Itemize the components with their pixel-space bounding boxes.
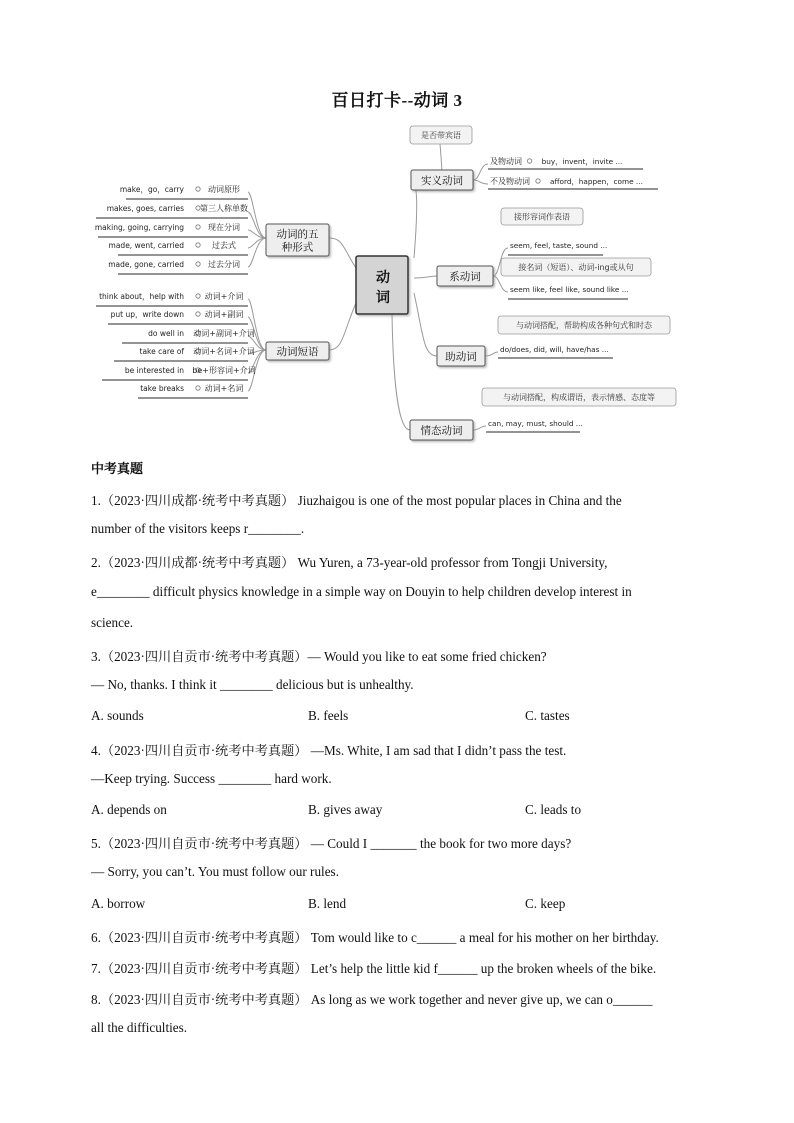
bullet-icon [196,262,200,266]
section-heading: 中考真题 [91,462,144,477]
right-group-node-3-label: 助动词 [445,351,477,363]
right-group-note-label: 与动词搭配，帮助构成各种句式和时态 [516,321,652,330]
bullet-icon [527,159,531,163]
right-group-note [410,126,472,144]
left-item-form: 过去式 [212,241,236,250]
left-group-node-2-label: 动词短语 [276,346,319,358]
question-5-option[interactable]: C. keep [525,895,566,911]
question-2-line: e________ difficult physics knowledge in a simple way on Douyin to help children develop interest in [91,583,632,599]
right-group-note-label: 接形容词作表语 [514,212,570,222]
right-group-note-label: 接名词（短语）、动词-ing或从句 [518,263,634,272]
right-group-node-2 [437,266,493,286]
left-item-example: take breaks [140,384,184,393]
center-node [356,256,408,314]
question-2-line: science. [91,614,134,630]
right-item-example: seem like, feel like, sound like ... [510,285,629,294]
left-item-example: put up，write down [110,310,184,319]
bullet-icon [536,179,540,183]
left-item-form: 动词+介词 [204,292,244,301]
center-node-label-line2: 词 [376,290,390,306]
question-5-option[interactable]: A. borrow [91,895,146,911]
left-item-form: be+形容词+介词 [192,366,256,375]
left-item-example: make，go，carry [119,185,184,194]
page-title: 百日打卡--动词 3 [331,91,463,110]
question-1-line: 1.（2023·四川成都·统考中考真题） Jiuzhaigou is one of the most popular places in China and the [91,493,622,508]
right-group-note-label: 与动词搭配，构成谓语，表示情感、态度等 [503,393,655,402]
question-8-line: 8.（2023·四川自贡市·统考中考真题） As long as we work together and never give up, we can o______ [91,992,653,1008]
left-item-form: 动词+名词 [204,384,244,393]
left-item-example: made, went, carried [108,241,184,250]
right-item-type: 不及物动词 [490,177,530,186]
question-4-option[interactable]: A. depends on [91,802,167,817]
question-3-line: — No, thanks. I think it ________ delicious but is unhealthy. [91,677,414,693]
right-group-node-3 [437,346,485,366]
bullet-icon [196,187,200,191]
verb-mind-map [88,118,688,448]
right-group-note [501,208,583,225]
left-item-form: 动词+副词+介词 [193,329,255,338]
center-node-label-line1: 动 [376,270,390,286]
question-6-line: 6.（2023·四川自贡市·统考中考真题） Tom would like to c______ a meal for his mother on her birthday. [91,929,659,945]
left-item-form: 动词原形 [208,185,240,194]
question-3-line: 3.（2023·四川自贡市·统考中考真题）— Would you like to eat some fried chicken? [91,649,547,664]
left-item-example: be interested in [124,366,184,375]
left-item-form: 动词+副词 [204,310,244,319]
right-item-example: buy，invent，invite ... [541,157,623,166]
left-item-example: makes, goes, carries [106,204,184,213]
bullet-icon [196,225,200,229]
left-item-form: 动词+名词+介词 [193,347,255,356]
left-group-node-1-label: 种形式 [281,241,314,254]
right-item-type: 及物动词 [490,157,522,166]
right-item-example: can, may, must, should ... [488,419,583,428]
question-3-option[interactable]: C. tastes [525,708,570,724]
question-3-option[interactable]: A. sounds [91,708,144,724]
question-4-line: 4.（2023·四川自贡市·统考中考真题） —Ms. White, I am sad that I didn’t pass the test. [91,742,567,758]
left-group-node-1 [266,224,329,256]
question-5-option[interactable]: B. lend [308,895,347,911]
right-group-node-1-label: 实义动词 [421,175,463,187]
right-group-note [482,388,676,406]
bullet-icon [196,312,200,316]
right-item-example: seem, feel, taste, sound ... [510,241,608,250]
left-item-example: do well in [148,329,184,338]
right-group-note-label: 是否带宾语 [421,131,461,140]
bullet-icon [196,386,200,390]
left-item-example: made, gone, carried [108,260,184,269]
right-group-note [498,316,670,334]
left-item-example: take care of [139,347,184,356]
question-5-line: 5.（2023·四川自贡市·统考中考真题） — Could I _______ the book for two more days? [91,836,572,852]
left-item-form: 现在分词 [208,223,240,232]
bullet-icon [196,243,200,247]
question-4-option[interactable]: B. gives away [308,802,383,817]
left-item-form: 第三人称单数 [200,204,248,213]
right-item-example: afford，happen，come ... [550,177,643,186]
question-1-line: number of the visitors keeps r________. [91,521,305,537]
question-7-line: 7.（2023·四川自贡市·统考中考真题） Let’s help the little kid f______ up the broken wheels of the bike. [91,961,657,976]
question-3-option[interactable]: B. feels [308,708,349,724]
question-4-line: —Keep trying. Success ________ hard work. [91,770,332,786]
left-item-example: making, going, carrying [94,223,184,232]
question-4-option[interactable]: C. leads to [525,802,582,817]
right-item-example: do/does, did, will, have/has ... [500,345,609,354]
question-8-line: all the difficulties. [91,1020,188,1036]
right-group-node-4 [410,420,473,440]
left-group-node-2 [266,342,329,360]
right-group-node-1 [411,170,473,190]
left-item-example: think about，help with [99,292,184,301]
left-group-node-1-label: 动词的五 [276,228,319,241]
right-group-node-4-label: 情态动词 [420,425,463,437]
question-2-line: 2.（2023·四川成都·统考中考真题） Wu Yuren, a 73-year-old professor from Tongji University, [91,555,608,571]
right-group-note [501,258,651,276]
bullet-icon [196,294,200,298]
left-item-form: 过去分词 [208,260,240,269]
right-group-node-2-label: 系动词 [449,271,481,283]
question-5-line: — Sorry, you can’t. You must follow our rules. [91,864,339,880]
